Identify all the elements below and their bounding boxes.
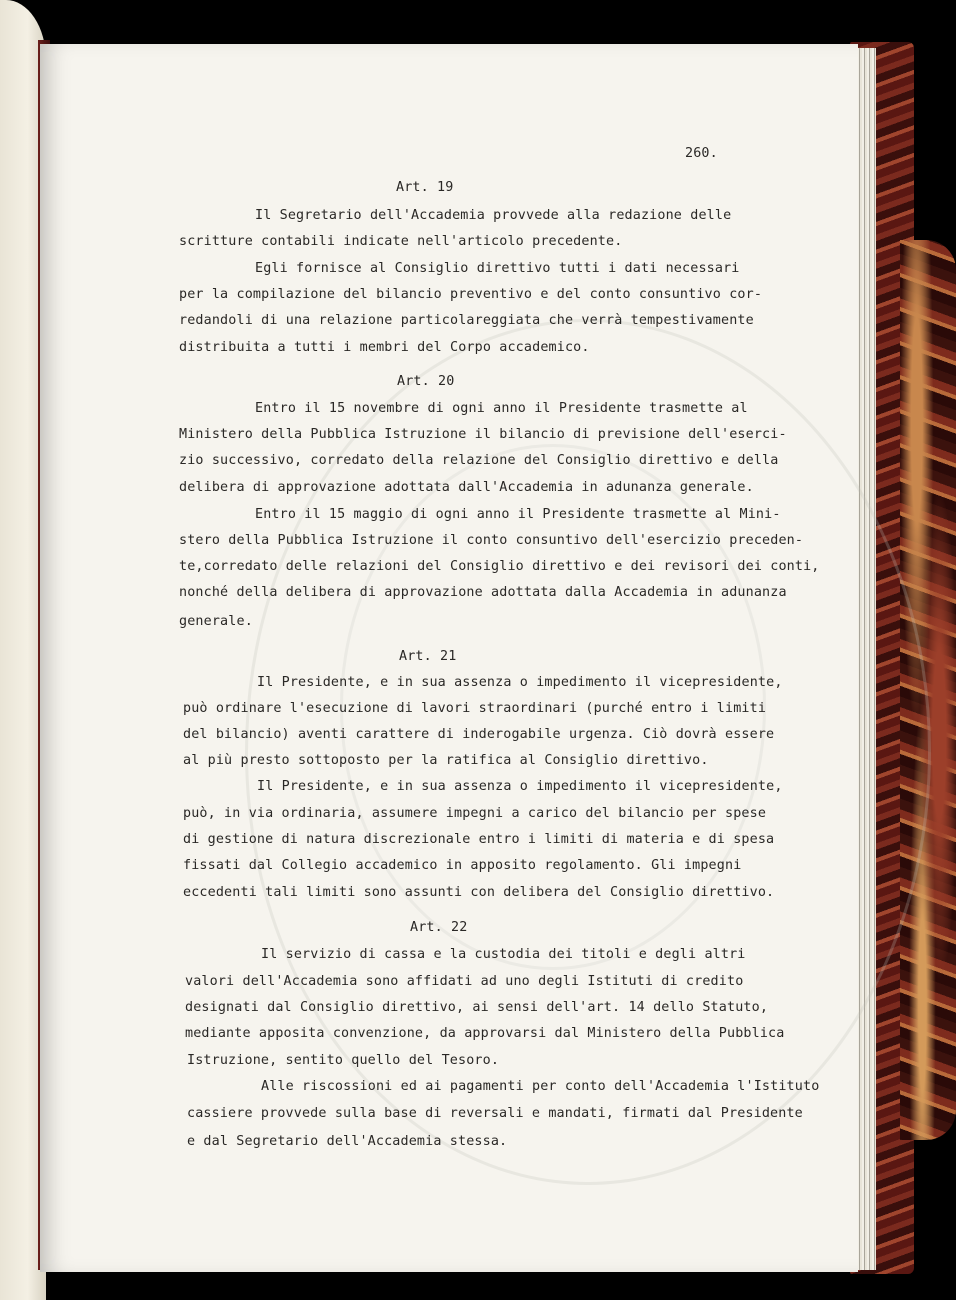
text-line: di gestione di natura discrezionale entro i limiti di materia e di spesa: [183, 832, 775, 847]
text-line: zio successivo, corredato della relazione del Consiglio direttivo e della: [179, 453, 779, 468]
text-line: fissati dal Collegio accademico in apposito regolamento. Gli impegni: [183, 858, 742, 873]
text-line: al più presto sottoposto per la ratifica al Consiglio direttivo.: [183, 753, 709, 768]
text-line: Alle riscossioni ed ai pagamenti per conto dell'Accademia l'Istituto: [261, 1079, 820, 1094]
text-line: del bilancio) aventi carattere di inderogabile urgenza. Ciò dovrà essere: [183, 727, 775, 742]
text-line: e dal Segretario dell'Accademia stessa.: [187, 1134, 508, 1149]
text-line: può ordinare l'esecuzione di lavori straordinari (purché entro i limiti: [183, 701, 767, 716]
text-line: può, in via ordinaria, assumere impegni a carico del bilancio per spese: [183, 806, 767, 821]
text-line: redandoli di una relazione particolareggiata che verrà tempestivamente: [179, 313, 754, 328]
text-line: mediante apposita convenzione, da approvarsi dal Ministero della Pubblica: [185, 1026, 785, 1041]
text-line: delibera di approvazione adottata dall'Accademia in adunanza generale.: [179, 480, 754, 495]
text-line: Entro il 15 novembre di ogni anno il Presidente trasmette al: [255, 401, 748, 416]
text-line: eccedenti tali limiti sono assunti con delibera del Consiglio direttivo.: [183, 885, 775, 900]
text-line: distribuita a tutti i membri del Corpo accademico.: [179, 340, 590, 355]
text-line: nonché della delibera di approvazione adottata dalla Accademia in adunanza: [179, 585, 787, 600]
text-line: Ministero della Pubblica Istruzione il bilancio di previsione dell'eserci-: [179, 427, 787, 442]
text-line: generale.: [179, 614, 253, 629]
text-line: Il Segretario dell'Accademia provvede alla redazione delle: [255, 208, 732, 223]
text-line: valori dell'Accademia sono affidati ad uno degli Istituti di credito: [185, 974, 744, 989]
text-line: Entro il 15 maggio di ogni anno il Presidente trasmette al Mini-: [255, 507, 781, 522]
article-heading: Art. 20: [397, 374, 455, 389]
text-line: Il Presidente, e in sua assenza o impedimento il vicepresidente,: [257, 675, 783, 690]
text-line: scritture contabili indicate nell'articolo precedente.: [179, 234, 623, 249]
article-heading: Art. 19: [396, 180, 454, 195]
document-page: [40, 44, 858, 1272]
text-line: Egli fornisce al Consiglio direttivo tutti i dati necessari: [255, 261, 740, 276]
text-line: designati dal Consiglio direttivo, ai sensi dell'art. 14 dello Statuto,: [185, 1000, 769, 1015]
typewritten-text: [40, 44, 858, 1272]
text-line: cassiere provvede sulla base di reversali e mandati, firmati dal Presidente: [187, 1106, 803, 1121]
text-line: te,corredato delle relazioni del Consiglio direttivo e dei revisori dei conti,: [179, 559, 820, 574]
text-line: Istruzione, sentito quello del Tesoro.: [187, 1053, 500, 1068]
text-line: stero della Pubblica Istruzione il conto consuntivo dell'esercizio preceden-: [179, 533, 804, 548]
text-line: per la compilazione del bilancio preventivo e del conto consuntivo cor-: [179, 287, 763, 302]
article-heading: Art. 21: [399, 649, 457, 664]
text-line: Il Presidente, e in sua assenza o impedimento il vicepresidente,: [257, 779, 783, 794]
article-heading: Art. 22: [410, 920, 468, 935]
page-number: 260.: [685, 146, 718, 161]
text-line: Il servizio di cassa e la custodia dei titoli e degli altri: [261, 947, 746, 962]
